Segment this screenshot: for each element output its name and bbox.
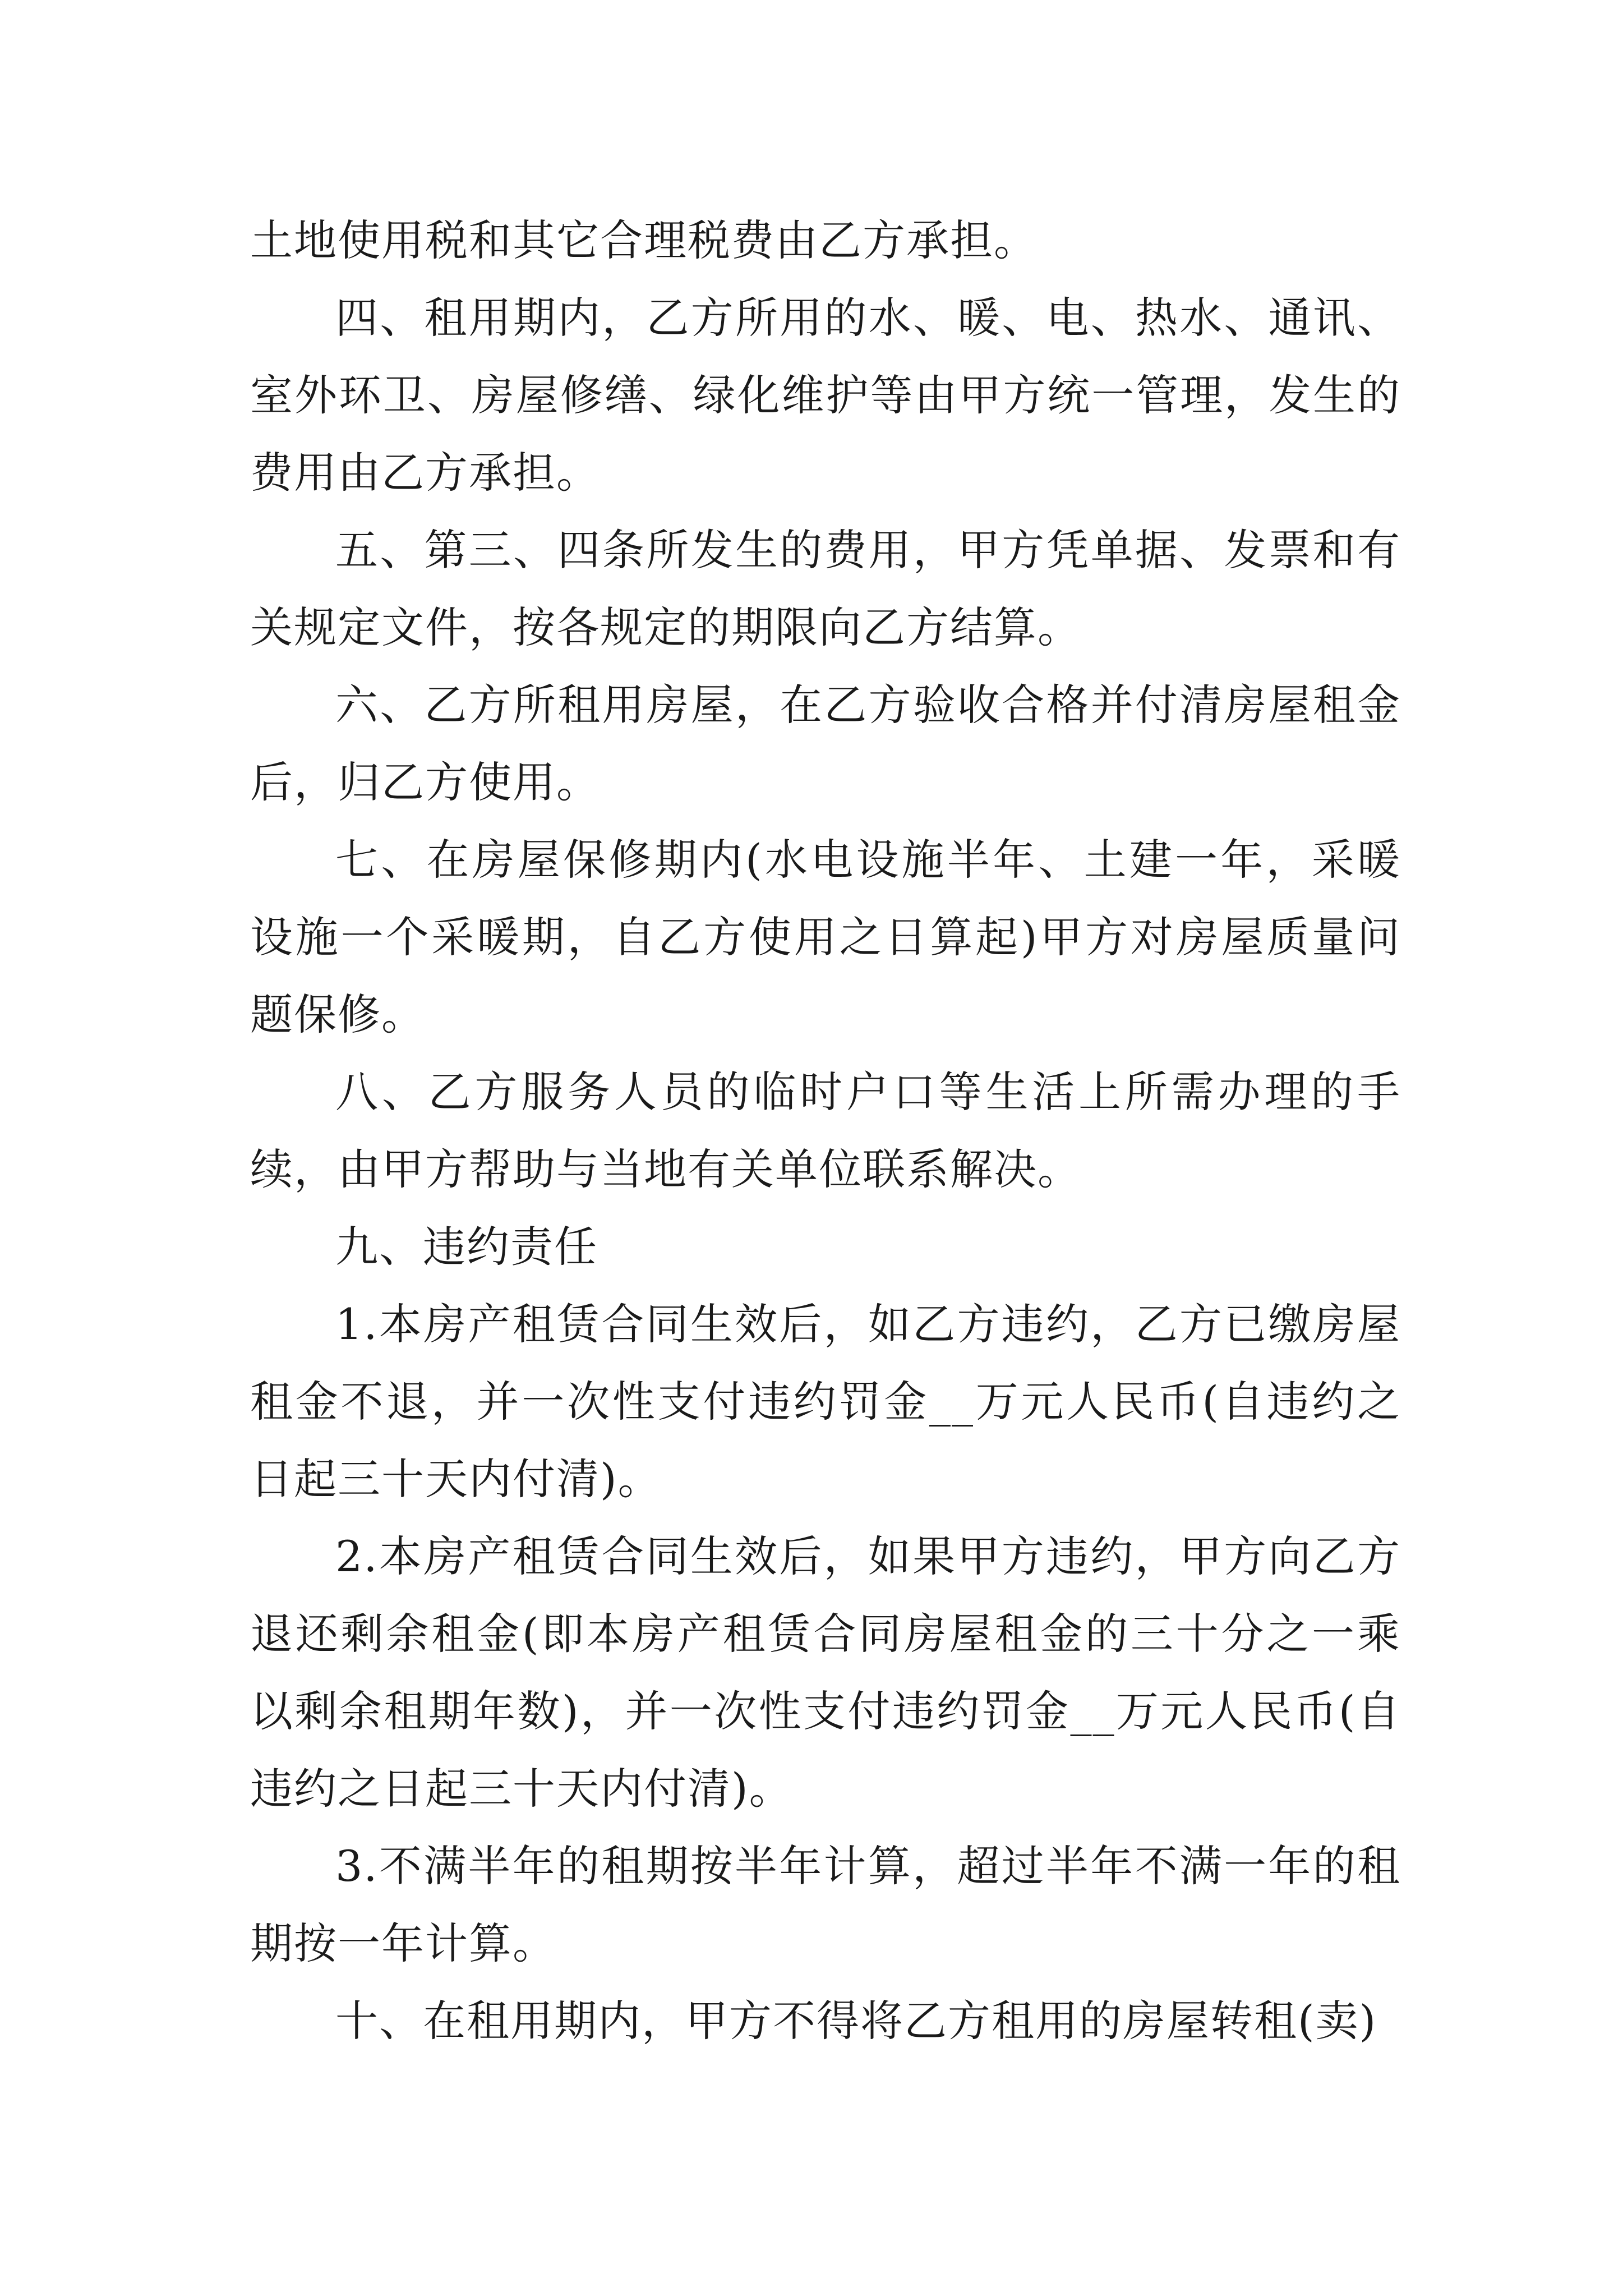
paragraph-clause-5: 五、第三、四条所发生的费用，甲方凭单据、发票和有关规定文件，按各规定的期限向乙方结算。	[250, 525, 1401, 652]
paragraph-clause-9-item-1: 1.本房产租赁合同生效后，如乙方违约，乙方已缴房屋租金不退，并一次性支付违约罚金__万元人民币(自违约之日起三十天内付清)。	[250, 1299, 1401, 1504]
paragraph-clause-9-item-3: 3.不满半年的租期按半年计算，超过半年不满一年的租期按一年计算。	[250, 1841, 1401, 1968]
paragraph-clause-7: 七、在房屋保修期内(水电设施半年、土建一年，采暖设施一个采暖期，自乙方使用之日算起)甲方对房屋质量问题保修。	[250, 835, 1401, 1039]
paragraph-clause-6: 六、乙方所租用房屋，在乙方验收合格并付清房屋租金后，归乙方使用。	[250, 680, 1401, 807]
paragraph-tax-continuation: 土地使用税和其它合理税费由乙方承担。	[250, 215, 1038, 265]
paragraph-clause-10: 十、在租用期内，甲方不得将乙方租用的房屋转租(卖)	[335, 1996, 1377, 2046]
contract-body	[250, 202, 1401, 2060]
paragraph-clause-9-heading: 九、违约责任	[335, 1222, 598, 1272]
paragraph-clause-8: 八、乙方服务人员的临时户口等生活上所需办理的手续，由甲方帮助与当地有关单位联系解决。	[250, 1067, 1401, 1194]
paragraph-clause-4: 四、租用期内，乙方所用的水、暖、电、热水、通讯、室外环卫、房屋修缮、绿化维护等由甲方统一管理，发生的费用由乙方承担。	[250, 293, 1401, 498]
paragraph-clause-9-item-2: 2.本房产租赁合同生效后，如果甲方违约，甲方向乙方退还剩余租金(即本房产租赁合同房屋租金的三十分之一乘以剩余租期年数)，并一次性支付违约罚金__万元人民币(自违约之日起三十天内付清)。	[250, 1531, 1401, 1814]
